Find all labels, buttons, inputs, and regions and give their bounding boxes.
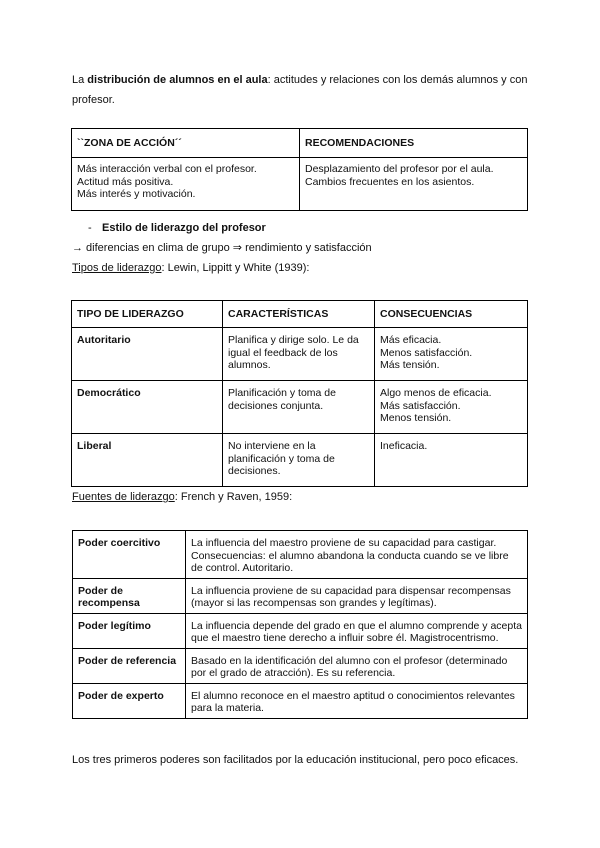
table-row <box>72 328 528 381</box>
poder-desc: El alumno reconoce en el maestro aptitud o conocimientos relevantes para la materia. <box>186 683 528 718</box>
table-row <box>73 683 528 718</box>
zona-left-line: Más interés y motivación. <box>77 188 196 200</box>
liderazgo-caracteristicas: Planificación y toma de decisiones conjunta. <box>223 381 375 434</box>
fuentes-rest: : French y Raven, 1959: <box>174 491 293 503</box>
table-row <box>72 434 528 487</box>
liderazgo-consecuencias <box>375 328 528 381</box>
liderazgo-caracteristicas: Planifica y dirige solo. Le da igual el feedback de los alumnos. <box>223 328 375 381</box>
poder-desc: La influencia proviene de su capacidad para dispensar recompensas (mayor si las recompensas son grandes y legítimas). <box>186 578 528 613</box>
poder-desc: Basado en la identificación del alumno con el profesor (determinado por el grado de atracción). Es su referencia. <box>186 648 528 683</box>
poder-name: Poder legítimo <box>73 613 186 648</box>
zona-left-line: Más interacción verbal con el profesor. <box>77 163 257 175</box>
consecuencia-line: Más eficacia. <box>380 334 442 346</box>
consecuencia-line: Más satisfacción. <box>380 399 461 412</box>
consecuencia-line: Algo menos de eficacia. <box>380 387 492 399</box>
liderazgo-tipo: Democrático <box>72 381 223 434</box>
liderazgo-header-caracteristicas: CARACTERÍSTICAS <box>223 301 375 328</box>
table-row <box>72 381 528 434</box>
liderazgo-tipo: Liberal <box>72 434 223 487</box>
estilo-arrow-line: → diferencias en clima de grupo ⇒ rendimiento y satisfacción <box>72 242 372 254</box>
fuentes-line <box>72 491 292 503</box>
liderazgo-caracteristicas: No interviene en la planificación y toma de decisiones. <box>223 434 375 487</box>
poder-name: Poder de referencia <box>73 648 186 683</box>
table-row <box>73 531 528 579</box>
poder-desc: La influencia depende del grado en que el alumno comprende y acepta que el maestro tiene derecho a influir sobre él. Magistrocentrismo. <box>186 613 528 648</box>
consecuencia-line: Más tensión. <box>380 359 440 371</box>
consecuencia-line: Ineficacia. <box>380 440 428 452</box>
fuentes-label: Fuentes de liderazgo <box>72 491 175 503</box>
estilo-heading <box>88 222 266 234</box>
poder-desc: La influencia del maestro proviene de su capacidad para castigar. Consecuencias: el alumno abandona la conducta cuando se ve libre de control. Autoritario. <box>186 531 528 579</box>
intro-prefix: La <box>72 74 88 86</box>
tipos-line <box>72 262 309 274</box>
zona-header-row <box>72 129 528 158</box>
poder-name: Poder de experto <box>73 683 186 718</box>
zona-header-zona: ``ZONA DE ACCIÓN´´ <box>72 129 300 158</box>
liderazgo-header-tipo: TIPO DE LIDERAZGO <box>72 301 223 328</box>
intro-bold: distribución de alumnos en el aula <box>87 74 268 86</box>
zona-row <box>72 158 528 211</box>
table-row <box>73 578 528 613</box>
zona-right-cell <box>300 158 528 211</box>
zona-left-cell <box>72 158 300 211</box>
consecuencia-line: Menos tensión. <box>380 412 452 424</box>
zona-table <box>71 128 528 211</box>
liderazgo-table <box>71 300 528 487</box>
zona-right-line: Cambios frecuentes en los asientos. <box>305 175 475 188</box>
liderazgo-header-consecuencias: CONSECUENCIAS <box>375 301 528 328</box>
poder-name: Poder coercitivo <box>73 531 186 579</box>
tipos-label: Tipos de liderazgo <box>72 262 162 274</box>
bullet-dash: - <box>88 222 92 234</box>
poder-table <box>72 530 528 719</box>
estilo-heading-text: Estilo de liderazgo del profesor <box>102 222 266 234</box>
zona-header-recomendaciones: RECOMENDACIONES <box>300 129 528 158</box>
intro-paragraph <box>72 70 532 110</box>
poder-name: Poder de recompensa <box>73 578 186 613</box>
liderazgo-header-row <box>72 301 528 328</box>
consecuencia-line: Menos satisfacción. <box>380 346 473 359</box>
footer-note: Los tres primeros poderes son facilitados por la educación institucional, pero poco eficaces. <box>72 754 519 766</box>
liderazgo-consecuencias <box>375 434 528 487</box>
intro-suffix: : actitudes y relaciones con los demás alumnos y con profesor. <box>72 74 528 106</box>
liderazgo-tipo: Autoritario <box>72 328 223 381</box>
zona-right-line: Desplazamiento del profesor por el aula. <box>305 163 494 175</box>
table-row <box>73 613 528 648</box>
zona-left-line: Actitud más positiva. <box>77 175 174 188</box>
table-row <box>73 648 528 683</box>
tipos-rest: : Lewin, Lippitt y White (1939): <box>161 262 310 274</box>
liderazgo-consecuencias <box>375 381 528 434</box>
